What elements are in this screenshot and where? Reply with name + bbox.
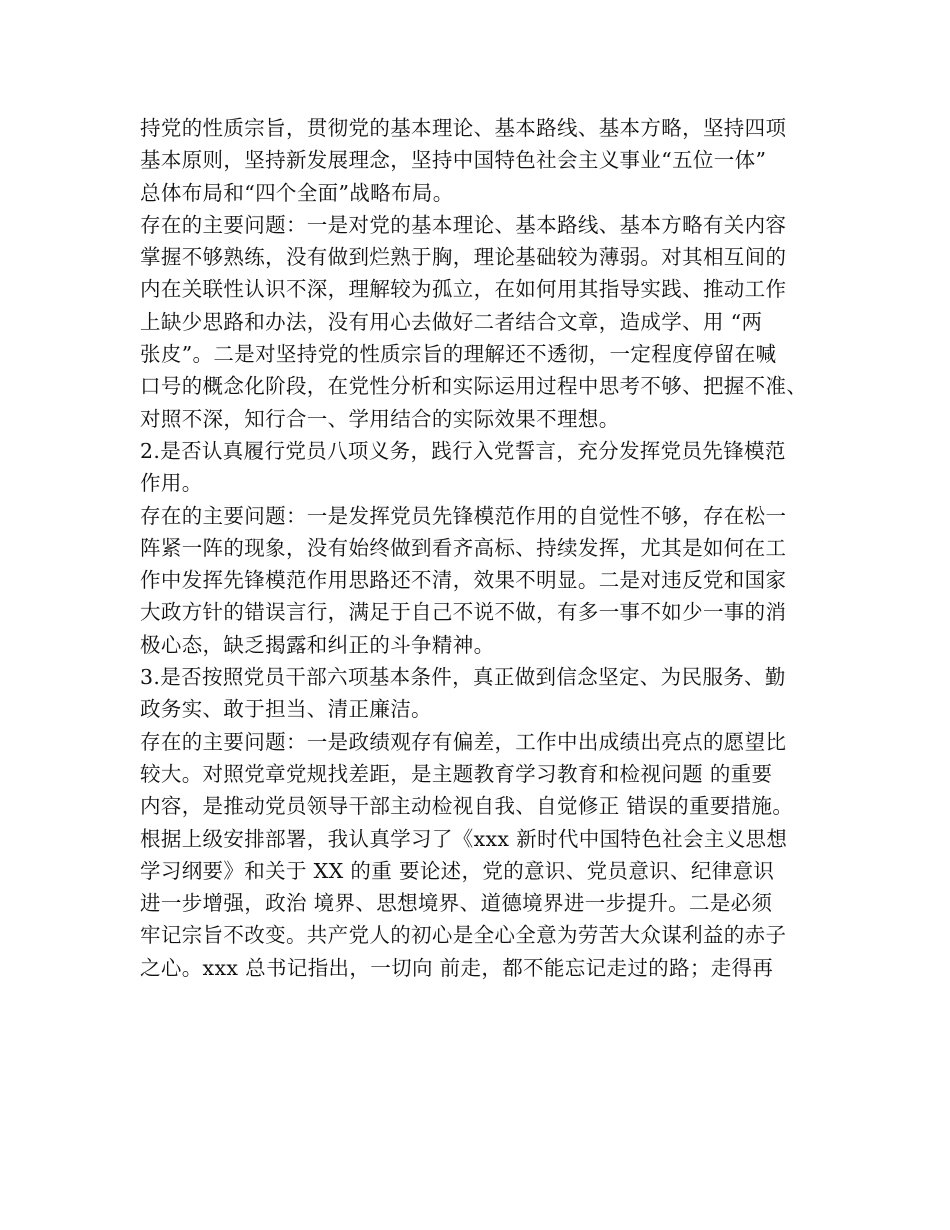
text-line: 存在的主要问题：一是对党的基本理论、基本路线、基本方略有关内容 [140,212,787,237]
text-line: 2.是否认真履行党员八项义务，践行入党誓言，充分发挥党员先锋模范 [140,438,786,463]
text-line: 内在关联性认识不深，理解较为孤立，在如何用其指导实践、推动工作 [140,277,787,302]
text-line: 内容，是推动党员领导干部主动检视自我、自觉修正 错误的重要措施。 [140,794,794,819]
text-line: 极心态，缺乏揭露和纠正的斗争精神。 [140,632,495,657]
text-line: 口号的概念化阶段，在党性分析和实际运用过程中思考不够、把握不准、 [140,374,808,399]
text-line: 阵紧一阵的现象，没有始终做到看齐高标、持续发挥，尤其是如何在工 [140,535,787,560]
text-line: 之心。xxx 总书记指出，一切向 前走，都不能忘记走过的路；走得再 [140,955,774,980]
text-line: 学习纲要》和关于 XX 的重 要论述，党的意识、党员意识、纪律意识 [140,858,775,883]
text-line: 较大。对照党章党规找差距，是主题教育学习教育和检视问题 的重要 [140,761,773,786]
text-line: 大政方针的错误言行，满足于自己不说不做，有多一事不如少一事的消 [140,600,787,625]
text-line: 张皮”。二是对坚持党的性质宗旨的理解还不透彻，一定程度停留在喊 [140,342,777,367]
text-line: 牢记宗旨不改变。共产党人的初心是全心全意为劳苦大众谋利益的赤子 [140,923,787,948]
document-body [140,112,830,984]
text-line: 进一步增强，政治 境界、思想境界、道德境界进一步提升。二是必须 [140,891,773,916]
text-line: 上缺少思路和办法，没有用心去做好二者结合文章，造成学、用 “两 [140,309,763,334]
text-line: 根据上级安排部署，我认真学习了《xxx 新时代中国特色社会主义思想 [140,826,788,851]
text-line: 作用。 [140,471,203,496]
text-line: 作中发挥先锋模范作用思路还不清，效果不明显。二是对违反党和国家 [140,568,787,593]
text-line: 对照不深，知行合一、学用结合的实际效果不理想。 [140,406,620,431]
text-line: 3.是否按照党员干部六项基本条件，真正做到信念坚定、为民服务、勤 [140,665,786,690]
text-line: 存在的主要问题：一是政绩观存有偏差，工作中出成绩出亮点的愿望比 [140,729,787,754]
text-line: 掌握不够熟练，没有做到烂熟于胸，理论基础较为薄弱。对其相互间的 [140,245,787,270]
text-line: 总体布局和“四个全面”战略布局。 [140,180,454,205]
text-line: 存在的主要问题：一是发挥党员先锋模范作用的自觉性不够，存在松一 [140,503,787,528]
text-line: 基本原则，坚持新发展理念，坚持中国特色社会主义事业“五位一体” [140,148,767,173]
text-line: 持党的性质宗旨，贯彻党的基本理论、基本路线、基本方略，坚持四项 [140,116,787,140]
text-line: 政务实、敢于担当、清正廉洁。 [140,697,432,722]
